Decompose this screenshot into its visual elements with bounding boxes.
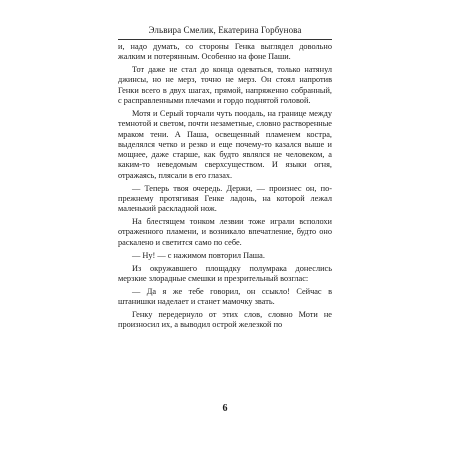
- text-block: [118, 42, 332, 330]
- paragraph: Генку передернуло от этих слов, словно Моти не произносил их, а выводил острой железкой по: [118, 309, 332, 330]
- paragraph: На блестящем тонком лезвии тоже играли всполохи отраженного пламени, и возникало впечатление, будто оно раскалено и светится само по себе.: [118, 217, 332, 247]
- paragraph: Тот даже не стал до конца одеваться, только натянул джинсы, но не мерз, точно не мерз. Он стоял напротив Генки всего в двух шагах, прямой, напряженно собранный, с расправленными плечами и гордо поднятой головой.: [118, 65, 332, 106]
- paragraph: — Теперь твоя очередь. Держи, — произнес он, по-прежнему протягивая Генке ладонь, на которой лежал маленький раскладной нож.: [118, 183, 332, 214]
- paragraph: — Ну! — с нажимом повторил Паша.: [132, 250, 265, 260]
- paragraph: Мотя и Серый торчали чуть поодаль, на границе между темнотой и светом, почти незаметные, словно растворенные мраком тени. А Паша, освещенный пламенем костра, выделялся четко и резко и еще почему-то казался выше и мощнее, даже старше, как будто являлся не человеком, а каким-то неведомым сверхсуществом. И языки огня, отражаясь, плясали в его глазах.: [118, 108, 332, 180]
- page-number: 6: [222, 403, 228, 414]
- paragraph: — Да я же тебе говорил, он ссыкло! Сейчас в штанишки наделает и станет мамочку звать.: [118, 286, 332, 306]
- paragraph: и, надо думать, со стороны Генка выглядел довольно жалким и потерянным. Особенно на фоне Паши.: [118, 42, 332, 62]
- running-header-authors: Эльвира Смелик, Екатерина Горбунова: [148, 25, 302, 35]
- paragraph: Из окружавшего площадку полумрака донеслись мерзкие злорадные смешки и презрительный возглас:: [118, 263, 332, 283]
- header-rule: [118, 39, 332, 40]
